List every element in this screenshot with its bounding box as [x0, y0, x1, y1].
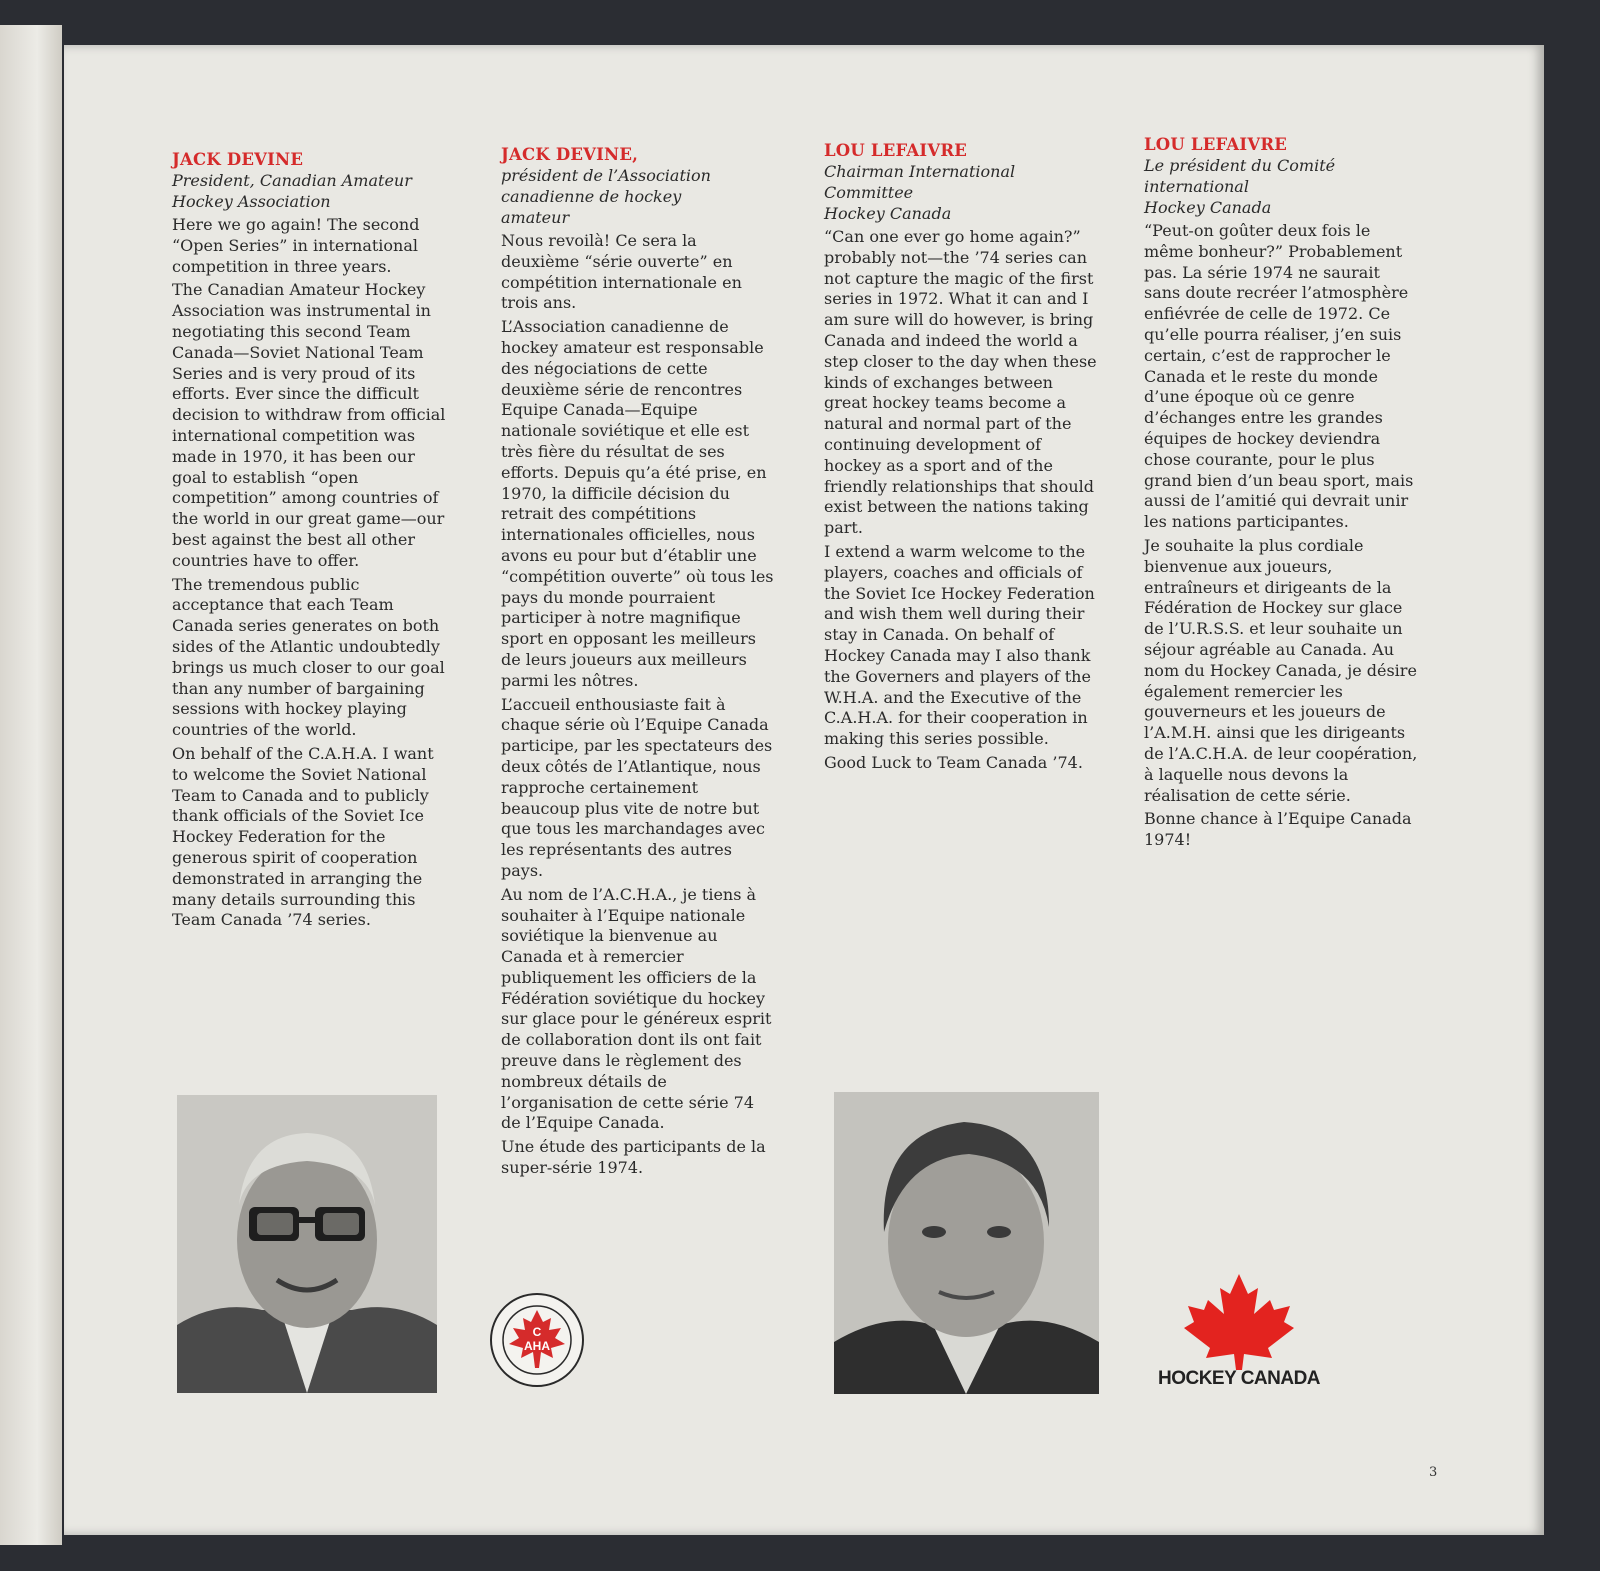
paragraph: L’accueil enthousiaste fait à chaque série où l’Equipe Canada participe, par les spectateurs des deux côtés de l’Atlantique, nous rapproche certainement beaucoup plus vite de notre but que tous les marchandages avec les représentants des autres pays. [501, 694, 773, 880]
role-line: Le président du Comité [1144, 156, 1336, 175]
paragraph: The Canadian Amateur Hockey Association was instrumental in negotiating this second Team Canada—Soviet National Team Series and is very proud of its efforts. Ever since the difficult decision to withdraw from official international competition was made in 1970, it has been our goal to establish “open competition” among countries of the world in our great game—our best against the best all other countries have to offer. [172, 280, 446, 570]
role-line: Hockey Canada [824, 204, 952, 223]
role-line: Hockey Canada [1144, 198, 1272, 217]
hockey-canada-wordmark: HOCKEY CANADA [1157, 1368, 1321, 1389]
paragraph: L’Association canadienne de hockey amateur est responsable des négociations de cette deuxième série de rencontres Equipe Canada—Equipe nationale soviétique et elle est très fière du résultat de ses efforts. Depuis qu’a été prise, en 1970, la difficile décision du retrait des compétitions internationales officielles, nous avons eu pour but d’établir une “compétition ouverte” où tous les pays du monde pourraient participer à notre magnifique sport en opposant les meilleurs de leurs joueurs aux meilleurs parmi les nôtres. [501, 317, 774, 690]
name-heading: LOU LEFAIVRE [824, 141, 968, 160]
paragraph: Good Luck to Team Canada ’74. [824, 752, 1083, 772]
portrait-photo-lefaivre [834, 1092, 1099, 1394]
booklet-page [64, 45, 1544, 1535]
column-lefaivre-english [824, 141, 1099, 774]
portrait-devine-image [177, 1095, 437, 1393]
column-devine-english [172, 150, 447, 931]
portrait-lefaivre-image [834, 1092, 1099, 1394]
name-heading: LOU LEFAIVRE [1144, 135, 1288, 154]
caha-seal-icon [489, 1292, 585, 1388]
paragraph: Nous revoilà! Ce sera la deuxième “série ouverte” en compétition internationale en trois ans. [501, 231, 742, 313]
paragraph: Une étude des participants de la super-série 1974. [501, 1137, 766, 1178]
hockey-canada-logo [1144, 1270, 1334, 1395]
role-line: President, Canadian Amateur [172, 171, 412, 190]
role-line: Hockey Association [172, 192, 331, 211]
role-line: amateur [501, 208, 570, 227]
paragraph: Je souhaite la plus cordiale bienvenue aux joueurs, entraîneurs et dirigeants de la Fédération de Hockey sur glace de l’U.R.S.S. et leur souhaite un séjour agréable au Canada. Au nom du Hockey Canada, je désire également remercier les gouverneurs et les joueurs de l’A.M.H. ainsi que les dirigeants de l’A.C.H.A. de leur coopération, à laquelle nous devons la réalisation de cette série. [1144, 535, 1418, 805]
caha-letters-aha: AHA [524, 1339, 550, 1353]
name-heading: JACK DEVINE [172, 150, 304, 169]
caha-letter-c: C [532, 1325, 542, 1339]
role-line: président de l’Association [501, 166, 711, 185]
role-line: Committee [824, 183, 914, 202]
paragraph: “Can one ever go home again?” probably not—the ’74 series can not capture the magic of the first series in 1972. What it can and I am sure will do however, is bring Canada and indeed the world a step closer to the day when these kinds of exchanges between great hockey teams become a natural and normal part of the continuing development of hockey as a sport and of the friendly relationships that should exist between the nations taking part. [824, 227, 1097, 538]
paragraph: On behalf of the C.A.H.A. I want to welcome the Soviet National Team to Canada and to publicly thank officials of the Soviet Ice Hockey Federation for the generous spirit of cooperation demonstrated in arranging the many details surrounding this Team Canada ’74 series. [172, 743, 434, 930]
role-line: international [1144, 177, 1249, 196]
paragraph: I extend a warm welcome to the players, coaches and officials of the Soviet Ice Hockey Federation and wish them well during their stay in Canada. On behalf of Hockey Canada may I also thank the Governers and players of the W.H.A. and the Executive of the C.A.H.A. for their cooperation in making this series possible. [824, 541, 1095, 749]
paragraph: Here we go again! The second “Open Series” in international competition in three years. [172, 215, 420, 276]
caha-logo [489, 1292, 585, 1388]
paragraph: The tremendous public acceptance that each Team Canada series generates on both sides of the Atlantic undoubtedly brings us much closer to our goal than any number of bargaining sessions with hockey playing countries of the world. [172, 574, 445, 740]
column-lefaivre-french [1144, 135, 1419, 851]
maple-leaf-icon [1144, 1270, 1334, 1370]
paragraph: Bonne chance à l’Equipe Canada 1974! [1144, 809, 1412, 850]
role-line: canadienne de hockey [501, 187, 682, 206]
portrait-photo-devine [177, 1095, 437, 1393]
paragraph: Au nom de l’A.C.H.A., je tiens à souhaiter à l’Equipe nationale soviétique la bienvenue au Canada et à remercier publiquement les officiers de la Fédération soviétique du hockey sur glace pour le généreux esprit de collaboration dont ils ont fait preuve dans le règlement des nombreux détails de l’organisation de cette série 74 de l’Equipe Canada. [501, 884, 772, 1133]
column-devine-french [501, 145, 776, 1179]
page-number: 3 [1429, 1465, 1438, 1480]
name-heading: JACK DEVINE, [501, 145, 639, 164]
role-line: Chairman International [824, 162, 1016, 181]
facing-page-edge [0, 25, 62, 1545]
paragraph: “Peut-on goûter deux fois le même bonheur?” Probablement pas. La série 1974 ne saurait sans doute recréer l’atmosphère enfiévrée de celle de 1972. Ce qu’elle pourra réaliser, j’en suis certain, c’est de rapprocher le Canada et le reste du monde d’une époque où ce genre d’échanges entre les grandes équipes de hockey deviendra chose courante, pour le plus grand bien d’un beau sport, mais aussi de l’amitié qui devrait unir les nations participantes. [1144, 221, 1414, 532]
